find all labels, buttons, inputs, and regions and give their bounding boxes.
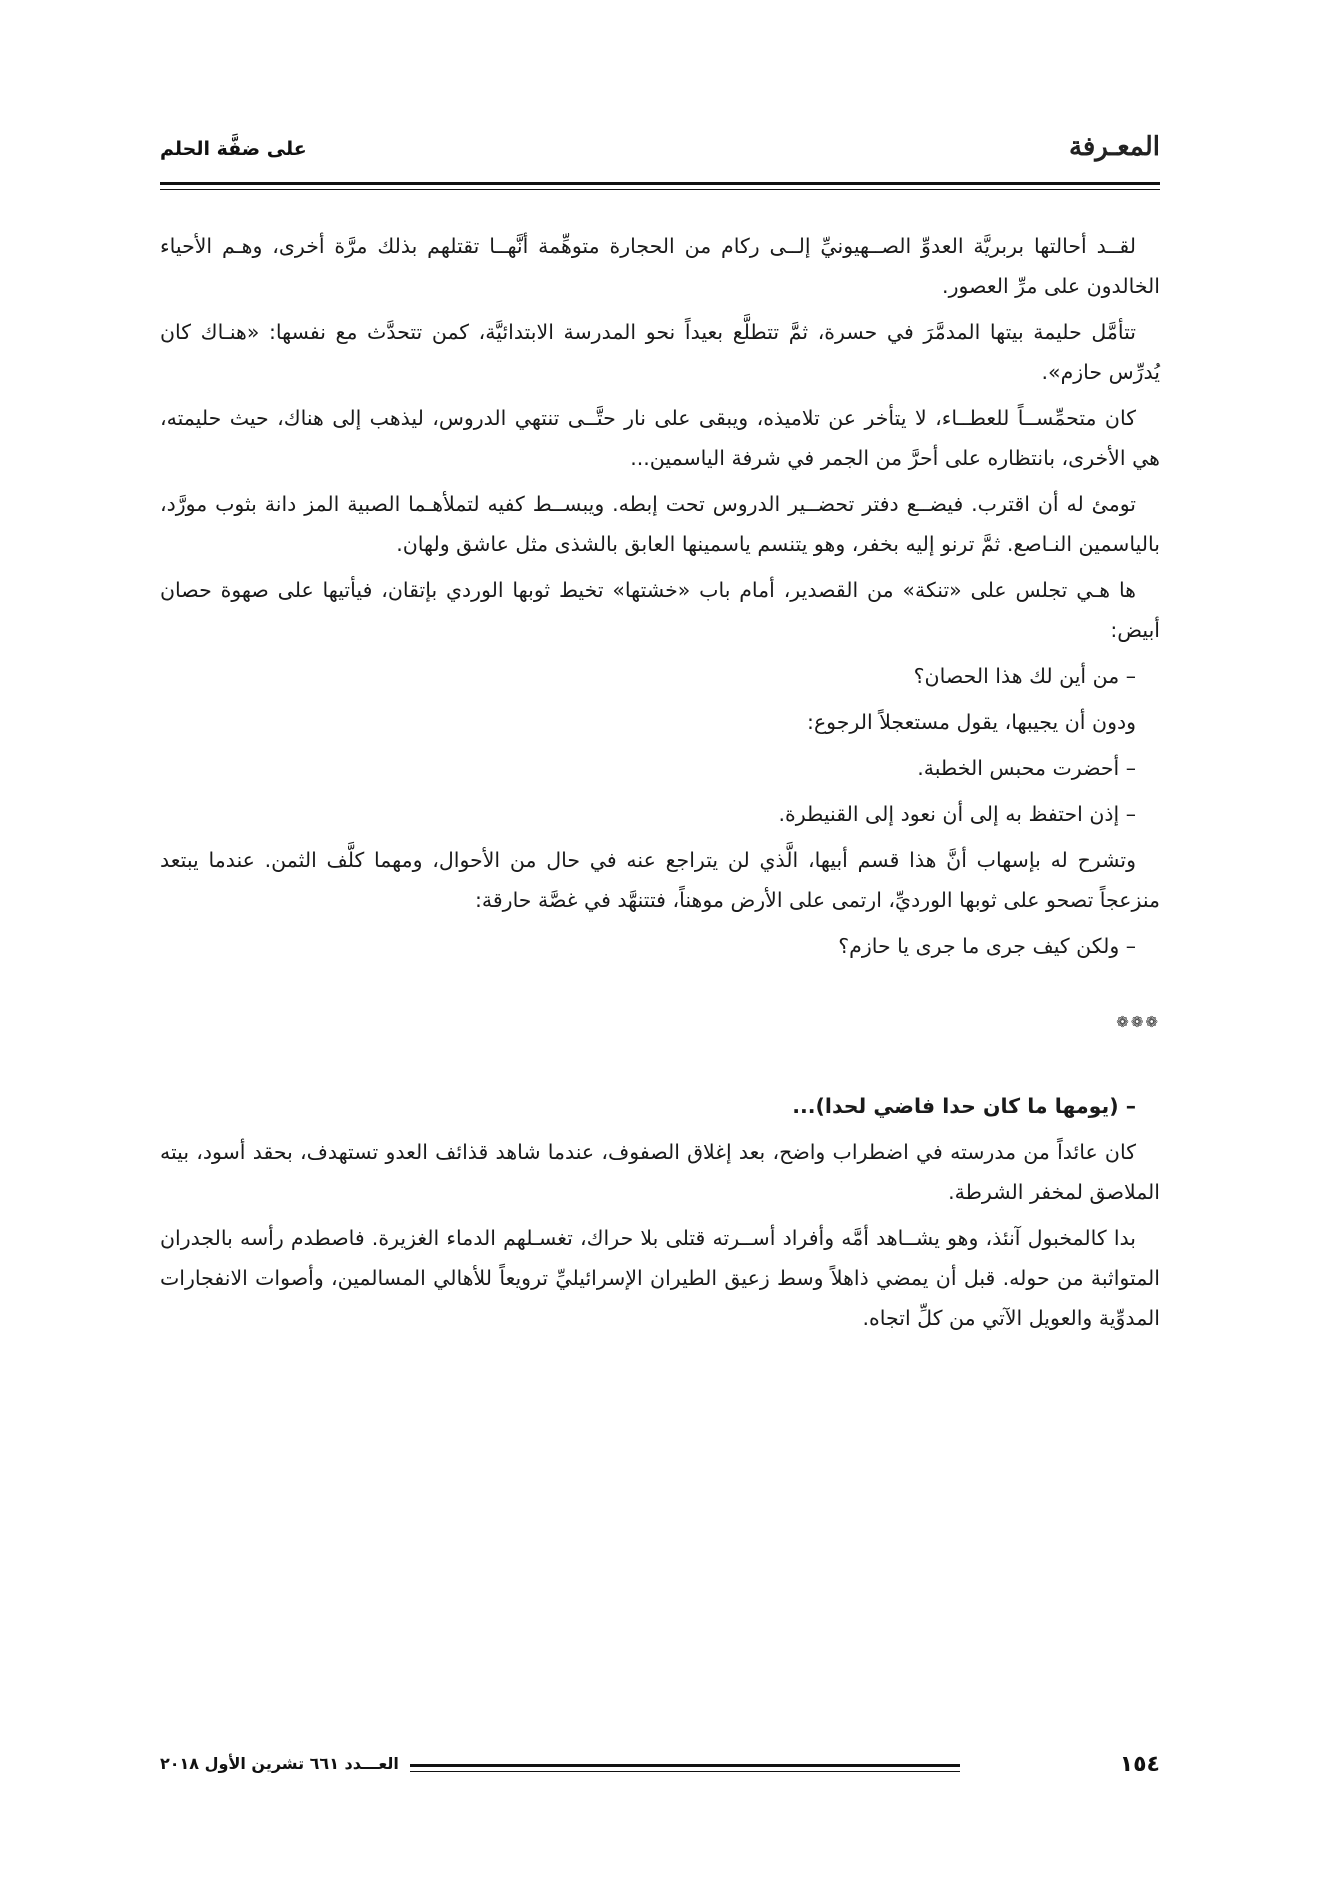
paragraph: تومئ له أن اقترب. فيضــع دفتر تحضــير الدروس تحت إبطه. ويبســط كفيه لتملأهـما الصبية المز دانة بثوب مورَّد، بالياسمين النـاصع. ثمَّ ترنو إليه بخفر، وهو يتنسم ياسمينها العابق بالشذى مثل عاشق ولهان.	[160, 492, 1160, 556]
dialog-line: – إذن احتفظ به إلى أن نعود إلى القنيطرة.	[778, 802, 1136, 826]
running-title: على ضفَّة الحلم	[160, 138, 307, 160]
issue-info: العـــدد ٦٦١ تشرين الأول ٢٠١٨	[160, 1754, 399, 1773]
dialog-line: – ولكن كيف جرى ما جرى يا حازم؟	[838, 934, 1136, 958]
paragraph: ودون أن يجيبها، يقول مستعجلاً الرجوع:	[807, 710, 1136, 734]
dialog-line: – أحضرت محبس الخطبة.	[917, 756, 1136, 780]
journal-logo: المعـرفة	[1068, 132, 1160, 162]
header-rule	[160, 182, 1160, 185]
paragraph: تتأمَّل حليمة بيتها المدمَّرَ في حسرة، ثمَّ تتطلَّع بعيداً نحو المدرسة الابتدائيَّة، كمن تتحدَّث مع نفسها: «هنـاك كان يُدرِّس حازم».	[160, 320, 1160, 384]
paragraph: بدا كالمخبول آنئذ، وهو يشــاهد أمَّه وأفراد أســرته قتلى بلا حراك، تغسـلهم الدماء الغزيرة. فاصطدم رأسه بالجدران المتواثبة من حوله. قبل أن يمضي ذاهلاً وسط زعيق الطيران الإسرائيليِّ ترويعاً للأهالي المسالمين، وأصوات الانفجارات المدوِّية والعويل الآتي من كلِّ اتجاه.	[160, 1226, 1160, 1330]
section-separator: ❁❁❁	[1116, 1013, 1160, 1031]
paragraph: وتشرح له بإسهاب أنَّ هذا قسم أبيها، الَّذي لن يتراجع عنه في حال من الأحوال، ومهما كلَّف الثمن. عندما يبتعد منزعجاً تصحو على ثوبها الورديِّ، ارتمى على الأرض موهناً، فتتنهَّد في غصَّة حارقة:	[160, 848, 1160, 912]
footer-rule	[410, 1764, 960, 1767]
paragraph: كان متحمِّســاً للعطــاء، لا يتأخر عن تلاميذه، ويبقى على نار حتَّــى تنتهي الدروس، ليذهب إلى هناك، حيث حليمته، هي الأخرى، بانتظاره على أحرَّ من الجمر في شرفة الياسمين...	[160, 406, 1160, 470]
page-footer	[160, 1752, 1160, 1782]
page-number: ١٥٤	[1119, 1752, 1160, 1777]
paragraph: كان عائداً من مدرسته في اضطراب واضح، بعد إغلاق الصفوف، عندما شاهد قذائف العدو تستهدف، بحقد أسود، بيته الملاصق لمخفر الشرطة.	[160, 1140, 1160, 1204]
page-header	[160, 128, 1160, 170]
paragraph: لقــد أحالتها بربريَّة العدوِّ الصــهيونيِّ إلــى ركام من الحجارة متوهِّمة أنَّهــا تقتلهم بذلك مرَّة أخرى، وهـم الأحياء الخالدون على مرِّ العصور.	[160, 234, 1160, 298]
article-body	[160, 226, 1160, 1676]
dialog-line: – من أين لك هذا الحصان؟	[913, 664, 1136, 688]
paragraph: ها هـي تجلس على «تنكة» من القصدير، أمام باب «خشتها» تخيط ثوبها الوردي بإتقان، فيأتيها على صهوة حصان أبيض:	[160, 578, 1160, 642]
section-heading: – (يومها ما كان حدا فاضي لحدا)...	[792, 1094, 1136, 1118]
